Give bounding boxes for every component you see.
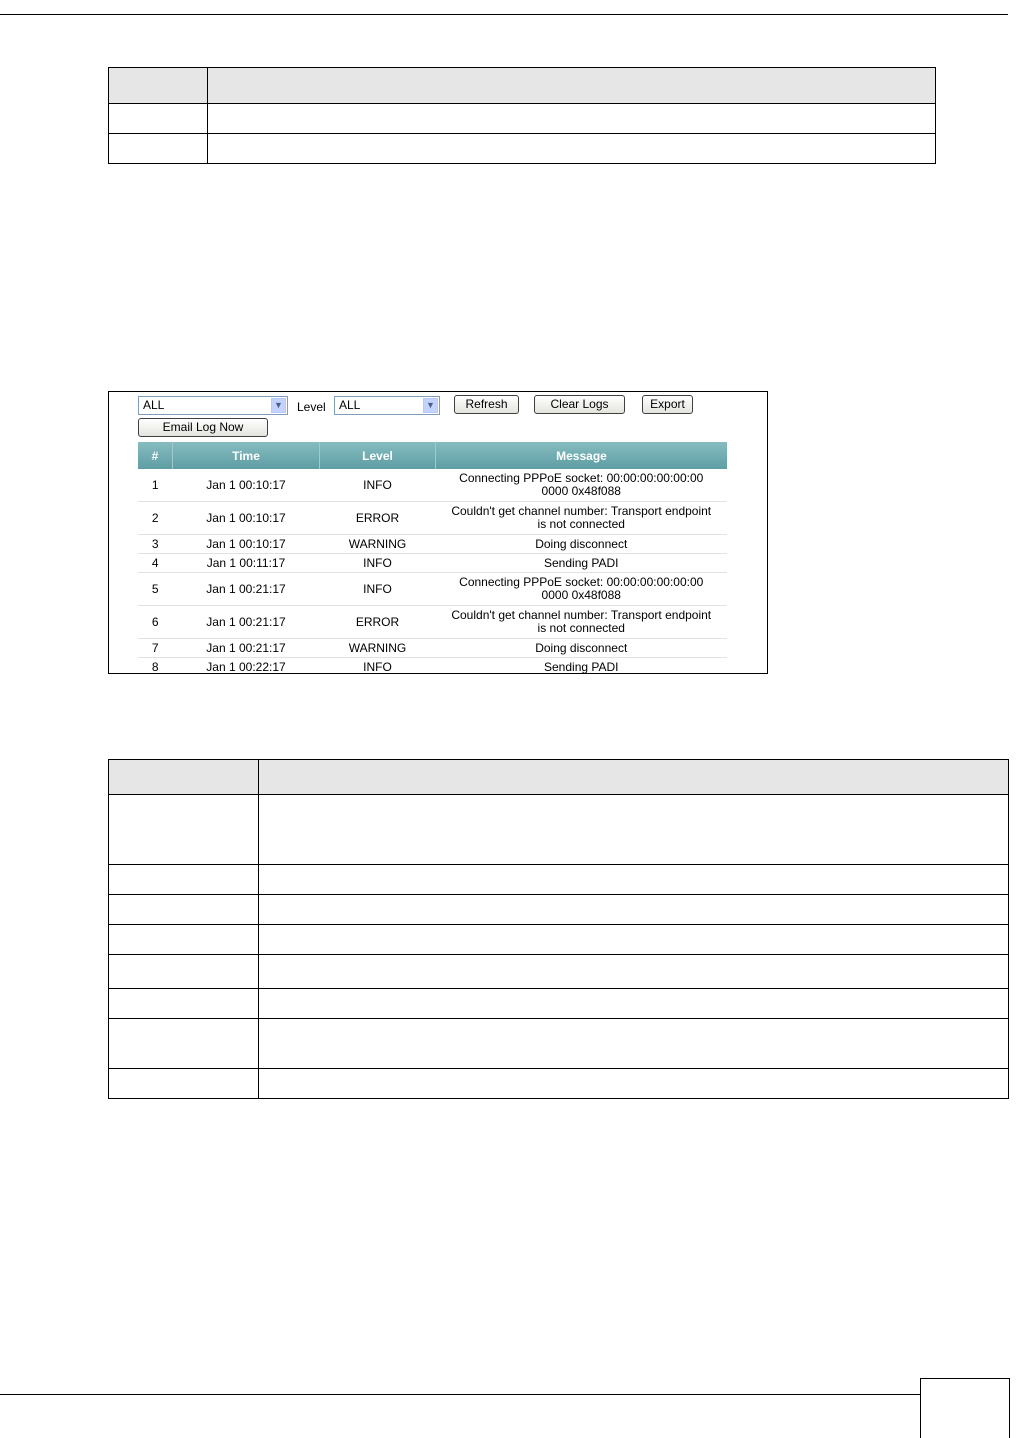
category-select[interactable]	[138, 396, 288, 415]
table-row	[109, 925, 1009, 955]
row-time: Jan 1 00:11:17	[173, 554, 320, 573]
row-time: Jan 1 00:22:17	[173, 658, 320, 675]
table-row	[138, 535, 727, 554]
message-line: is not connected	[537, 517, 625, 531]
chevron-down-icon[interactable]: ▼	[423, 398, 438, 413]
row-message: Sending PADI	[436, 658, 728, 675]
row-level: INFO	[320, 469, 436, 502]
email-log-now-button[interactable]: Email Log Now	[138, 418, 268, 437]
clear-logs-button[interactable]: Clear Logs	[534, 395, 625, 414]
refresh-button[interactable]: Refresh	[454, 395, 519, 414]
row-message: Doing disconnect	[436, 639, 728, 658]
level-select[interactable]	[334, 396, 440, 415]
chevron-down-icon[interactable]: ▼	[271, 398, 286, 413]
column-header-number: #	[138, 442, 173, 469]
row-number: 4	[138, 554, 173, 573]
table-row	[138, 658, 727, 675]
row-level: ERROR	[320, 502, 436, 535]
row-message	[436, 502, 728, 535]
row-time: Jan 1 00:10:17	[173, 469, 320, 502]
table-row	[109, 795, 1009, 865]
footer-rule	[0, 1394, 920, 1395]
table-header-row	[109, 68, 936, 104]
table-row	[109, 1019, 1009, 1069]
table-row	[138, 469, 727, 502]
row-time: Jan 1 00:21:17	[173, 573, 320, 606]
message-line: Couldn't get channel number: Transport endpoint	[451, 504, 712, 518]
row-message	[436, 606, 728, 639]
row-level: ERROR	[320, 606, 436, 639]
row-message	[436, 469, 728, 502]
table-row	[138, 606, 727, 639]
level-label: Level	[297, 400, 326, 414]
table-row	[109, 955, 1009, 989]
row-message	[436, 573, 728, 606]
row-level: INFO	[320, 658, 436, 675]
column-header-level: Level	[320, 442, 436, 469]
table-row	[109, 1069, 1009, 1099]
message-line: Connecting PPPoE socket: 00:00:00:00:00:00	[459, 471, 704, 485]
row-time: Jan 1 00:10:17	[173, 535, 320, 554]
row-number: 2	[138, 502, 173, 535]
log-table-header	[138, 442, 727, 469]
message-line: 0000 0x48f088	[541, 588, 621, 602]
row-number: 5	[138, 573, 173, 606]
row-message: Doing disconnect	[436, 535, 728, 554]
table-row	[138, 502, 727, 535]
row-number: 3	[138, 535, 173, 554]
table-row	[109, 989, 1009, 1019]
table-header-row	[109, 760, 1009, 795]
header-rule	[0, 14, 1008, 15]
row-number: 1	[138, 469, 173, 502]
table-row	[109, 134, 936, 164]
row-time: Jan 1 00:21:17	[173, 606, 320, 639]
message-line: 0000 0x48f088	[541, 484, 621, 498]
row-number: 7	[138, 639, 173, 658]
row-time: Jan 1 00:10:17	[173, 502, 320, 535]
log-table	[138, 442, 727, 674]
top-description-table	[108, 67, 936, 164]
row-level: WARNING	[320, 535, 436, 554]
row-number: 6	[138, 606, 173, 639]
message-line: Connecting PPPoE socket: 00:00:00:00:00:00	[459, 575, 704, 589]
column-header-time: Time	[173, 442, 320, 469]
row-time: Jan 1 00:21:17	[173, 639, 320, 658]
level-select-value: ALL	[339, 398, 361, 412]
column-header-message: Message	[436, 442, 728, 469]
row-level: INFO	[320, 573, 436, 606]
export-button[interactable]: Export	[642, 395, 693, 414]
bottom-description-table	[108, 759, 1009, 1099]
message-line: Couldn't get channel number: Transport endpoint	[451, 608, 712, 622]
table-row	[138, 554, 727, 573]
row-level: INFO	[320, 554, 436, 573]
table-row	[109, 895, 1009, 925]
category-select-value: ALL	[143, 398, 165, 412]
table-row	[138, 573, 727, 606]
table-row	[109, 104, 936, 134]
table-row	[138, 639, 727, 658]
message-line: is not connected	[537, 621, 625, 635]
row-message: Sending PADI	[436, 554, 728, 573]
row-level: WARNING	[320, 639, 436, 658]
view-log-screenshot	[108, 391, 768, 674]
page-number-box	[920, 1378, 1010, 1438]
row-number: 8	[138, 658, 173, 675]
table-row	[109, 865, 1009, 895]
